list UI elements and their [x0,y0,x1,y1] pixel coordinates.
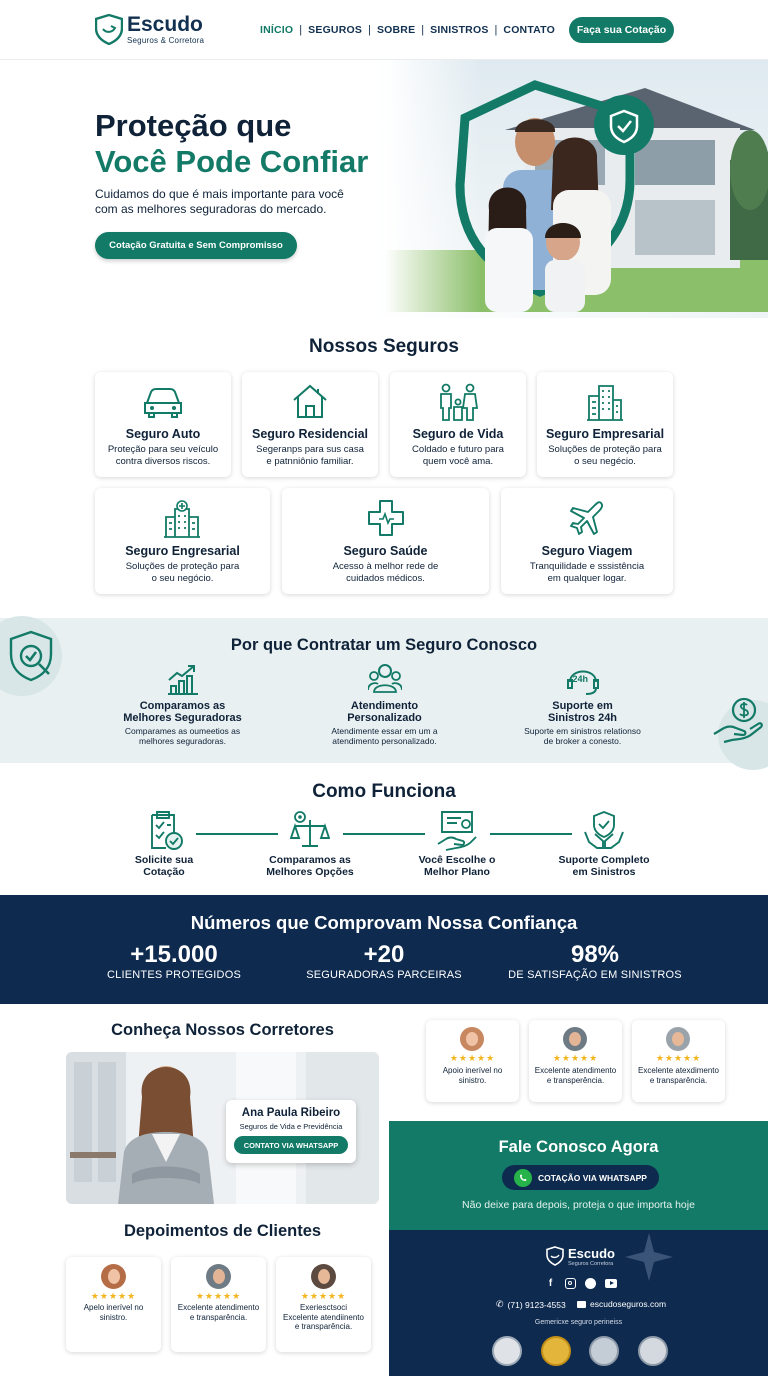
testimonial-card [529,1020,622,1102]
feature-title: Atendimento Personalizado [347,700,422,724]
people-icon [368,662,402,696]
card-title: Seguro Empresarial [545,427,665,441]
broker-whatsapp-button[interactable]: CONTATO VIA WHATSAPP [234,1136,348,1154]
partner-seal-icon [492,1336,522,1366]
card-seguro-saude[interactable] [282,488,489,594]
partner-seal-icon [638,1336,668,1366]
logo-subtitle: Seguros & Corretora [127,36,205,45]
house-icon [291,382,329,420]
stats-section [0,895,768,1004]
badge-24h: 24h [572,674,589,684]
step-label: Você Escolhe o Melhor Plano [418,854,496,878]
card-seguro-empresarial[interactable] [537,372,673,477]
card-description: Soluções de proteção para o seu negécio. [548,444,662,467]
main-nav [260,24,555,36]
step-compare [255,810,365,878]
sparkle-decor-icon [625,1233,673,1281]
hero-subtitle-line1: Cuidamos do que é mais importante para você [95,187,344,201]
testimonials-title: Depoimentos de Clientes [123,1222,322,1240]
why-item-service [282,662,487,746]
feature-description: Suporte em sinistros relationso de broker a conesto. [524,726,641,746]
avatar [666,1027,690,1051]
footer-logo-name[interactable]: Escudo [568,1246,615,1261]
rating-stars: ★★★★★ [90,1291,137,1301]
nav-inicio[interactable]: INÍCIO [260,24,294,36]
rating-stars: ★★★★★ [655,1053,702,1063]
phone-text: (71) 9123-4553 [507,1299,566,1310]
step-label: Comparamos as Melhores Opções [266,854,354,878]
building-icon [585,382,625,422]
nav-separator: | [494,24,498,36]
testimonial-card [276,1257,371,1352]
testimonial-card [66,1257,161,1352]
airplane-icon [568,499,606,537]
hand-coin-icon [712,696,764,748]
nav-sobre[interactable]: SOBRE [376,24,416,36]
card-seguro-engresarial[interactable] [95,488,270,594]
avatar [101,1264,126,1289]
partner-seal-icon [589,1336,619,1366]
feature-title: Suporte em Sinistros 24h [547,700,618,724]
whatsapp-icon[interactable] [585,1278,596,1289]
rating-stars: ★★★★★ [300,1291,347,1301]
hero-subtitle [95,187,344,217]
step-choose [402,810,512,878]
feature-description: Atendimente essar em um a atendimento personalizado. [331,726,438,746]
card-seguro-vida[interactable] [390,372,526,477]
hero-title-line1: Proteção que [95,108,292,143]
nav-sinistros[interactable]: SINISTROS [430,24,489,36]
partners-label: Gemericxe seguro perineiss [534,1319,623,1326]
whatsapp-icon [514,1169,532,1187]
contact-whatsapp-label: COTAÇÃO VIA WHATSAPP [538,1172,647,1183]
why-item-support [480,662,685,746]
insurance-section-title: Nossos Seguros [309,336,459,357]
car-icon [141,385,185,419]
free-quote-button[interactable]: Cotação Gratuita e Sem Compromisso [95,232,297,259]
contact-title: Fale Conosco Agora [498,1138,659,1156]
family-house-illustration [385,60,768,312]
card-description: Coldado e futuro para quem você ama. [412,444,504,467]
testimonial-card [632,1020,725,1102]
step-request [114,810,214,878]
stats-title: Números que Comprovam Nossa Confiança [190,912,578,933]
stat-value: +20 [363,941,405,968]
phone-icon: ✆ [496,1299,504,1309]
support-24h-icon [566,662,600,696]
nav-separator: | [421,24,425,36]
stat-insurers [294,941,474,981]
medical-cross-icon [367,499,405,537]
card-seguro-viagem[interactable] [501,488,673,594]
stat-value: 98% [570,941,620,968]
card-description: Segeranps para sus casa e patnniônio familiar. [256,444,364,467]
nav-seguros[interactable]: SEGUROS [308,24,363,36]
contact-note: Não deixe para depois, proteja o que importa hoje [462,1199,695,1211]
mail-icon [577,1301,586,1308]
feature-title: Comparamos as Melhores Seguradoras [123,700,242,724]
why-item-compare [80,662,285,746]
nav-separator: | [299,24,303,36]
rating-stars: ★★★★★ [195,1291,242,1301]
certificate-hand-icon [436,810,478,852]
stat-satisfaction [505,941,685,981]
step-label: Solicite sua Cotação [134,854,194,878]
stat-value: +15.000 [130,941,218,968]
contact-section [389,1121,768,1230]
testimonial-text: Excelente atendimento e transparência. [177,1303,260,1322]
hero-image [385,60,768,312]
card-description: Soluções de proteção para o seu negócio. [125,561,240,584]
family-icon [438,382,478,422]
hero-section [0,60,768,318]
nav-contato[interactable]: CONTATO [503,24,555,36]
stat-label: CLIENTES PROTEGIDOS [107,969,241,981]
footer-phone[interactable] [496,1299,566,1310]
card-seguro-auto[interactable] [95,372,231,477]
quote-button[interactable]: Faça sua Cotação [569,17,674,43]
card-title: Seguro de Vida [412,427,504,441]
hospital-icon [162,499,202,539]
step-support [549,810,659,878]
testimonial-text: Exeriesctsoci Excelente atendiinento e transparência. [283,1303,364,1331]
email-text: escudoseguros.com [590,1299,667,1309]
broker-card [66,1052,379,1204]
card-title: Seguro Engresarial [125,544,240,558]
social-links [545,1278,617,1289]
avatar [460,1027,484,1051]
card-description: Proteção para seu veículo contra diversos riscos. [107,444,219,467]
feature-description: Comparames as oumeetios as melhores seguradoras. [124,726,241,746]
testimonial-card [171,1257,266,1352]
youtube-icon[interactable] [605,1279,617,1288]
stat-label: SEGURADORAS PARCEIRAS [306,969,462,981]
why-title: Por que Contratar um Seguro Conosco [230,636,538,654]
instagram-icon[interactable] [565,1278,576,1289]
card-title: Seguro Viagem [541,544,633,558]
broker-role: Seguros de Vida e Previdência [239,1122,343,1131]
card-seguro-residencial[interactable] [242,372,378,477]
facebook-icon[interactable]: f [548,1278,553,1289]
scale-icon [290,810,330,852]
growth-chart-icon [166,662,200,696]
nav-separator: | [368,24,371,36]
clipboard-check-icon [144,810,184,852]
footer-email[interactable] [577,1299,666,1309]
logo-name[interactable]: Escudo [127,13,203,36]
broker-name: Ana Paula Ribeiro [241,1107,341,1119]
stat-clients [84,941,264,981]
shield-hands-icon [583,810,625,852]
testimonial-text: Excelente atendimento e transperência. [534,1066,617,1085]
card-title: Seguro Saúde [343,544,428,558]
broker-info-card [226,1100,356,1163]
avatar [563,1027,587,1051]
testimonial-text: Excelente atexdimento e transparência. [638,1066,719,1085]
testimonial-card [426,1020,519,1102]
testimonial-text: Apoio inerível no sinistro. [442,1066,503,1085]
step-label: Suporte Completo em Sinistros [558,854,650,878]
testimonial-text: Apelo inerível no sinistro. [83,1303,144,1322]
how-section-title: Como Funciona [312,781,456,802]
card-title: Seguro Residencial [251,427,368,441]
card-title: Seguro Auto [125,427,201,441]
rating-stars: ★★★★★ [552,1053,599,1063]
site-footer [389,1230,768,1376]
card-description: Tranquilidade e sssistência em qualquer logar. [529,561,645,584]
brokers-title: Conheça Nossos Corretores [111,1021,334,1039]
hero-title-line2: Você Pode Confiar [95,144,369,179]
why-section [0,618,768,763]
footer-shield-logo-icon[interactable] [546,1246,564,1266]
footer-logo-subtitle: Seguros Corretora [568,1261,614,1267]
card-description: Acesso à melhor rede de cuidados médicos. [332,561,439,584]
stat-label: DE SATISFAÇÃO EM SINISTROS [508,969,682,981]
hero-subtitle-line2: com as melhores seguradoras do mercado. [95,202,327,216]
rating-stars: ★★★★★ [449,1053,496,1063]
shield-logo-icon[interactable] [95,14,123,45]
avatar [311,1264,336,1289]
avatar [206,1264,231,1289]
partner-seal-icon [541,1336,571,1366]
site-header [0,0,768,60]
contact-whatsapp-button[interactable] [502,1165,659,1190]
